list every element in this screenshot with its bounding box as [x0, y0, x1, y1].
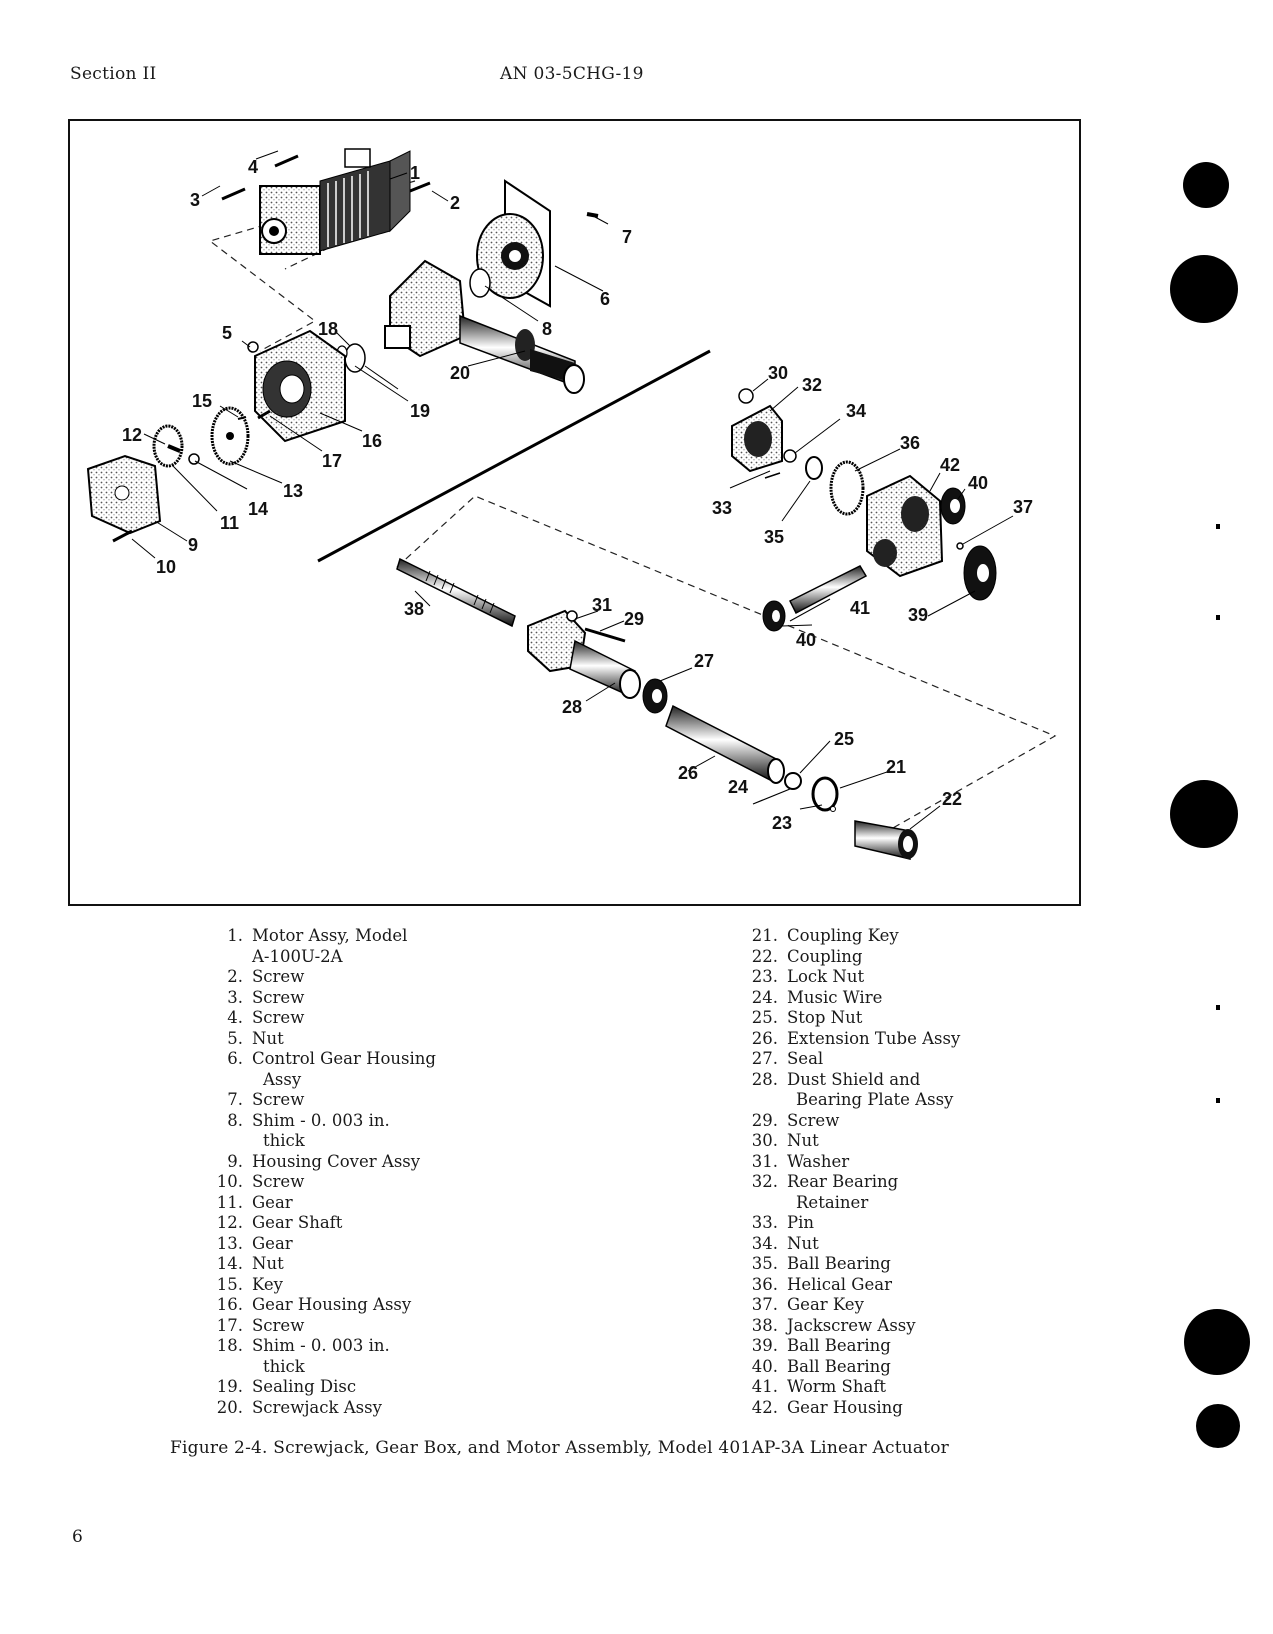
legend-item: 36. Helical Gear	[751, 1274, 892, 1294]
legend-item: 5. Nut	[227, 1028, 284, 1048]
punch-hole	[1184, 1309, 1250, 1375]
legend-item: 14. Nut	[216, 1254, 284, 1273]
legend-item: 28. Dust Shield and	[751, 1069, 921, 1089]
legend-item: 42. Gear Housing	[751, 1397, 903, 1417]
gear-housing	[867, 476, 942, 576]
legend-item: 7. Screw	[227, 1090, 305, 1109]
legend-item: 16. Gear Housing Assy	[216, 1295, 412, 1314]
callout-8: 8	[542, 319, 553, 339]
callout-40: 40	[968, 473, 989, 493]
punch-hole	[1170, 255, 1238, 323]
callout-12: 12	[122, 425, 143, 445]
callout-20: 20	[450, 363, 471, 383]
legend-item: 33. Pin	[751, 1213, 815, 1232]
callout-33: 33	[712, 498, 733, 518]
callout-36: 36	[900, 433, 921, 453]
legend-item: 2. Screw	[227, 967, 305, 986]
legend-item: 8. Shim - 0. 003 in.	[227, 1110, 390, 1130]
legend-item: 15. Key	[216, 1274, 283, 1294]
legend-item: 6. Control Gear Housing	[227, 1049, 436, 1068]
coupling	[855, 821, 918, 859]
legend-item-cont: thick	[263, 1131, 305, 1150]
legend-item: 29. Screw	[751, 1110, 840, 1130]
legend-item: 40. Ball Bearing	[751, 1356, 891, 1376]
callout-6: 6	[600, 289, 611, 309]
callout-19: 19	[410, 401, 431, 421]
callout-15: 15	[192, 391, 213, 411]
legend-item: 38. Jackscrew Assy	[751, 1315, 916, 1335]
gear-housing-assembly	[255, 331, 345, 441]
callout-24: 24	[728, 777, 749, 797]
legend-item: 32. Rear Bearing	[751, 1172, 899, 1191]
margin-mark	[1216, 1005, 1220, 1010]
callout-1: 1	[410, 163, 421, 183]
legend-item: 18. Shim - 0. 003 in.	[216, 1336, 390, 1355]
legend-item: 3. Screw	[227, 987, 305, 1007]
callout-25: 25	[834, 729, 855, 749]
legend-item: 17. Screw	[216, 1315, 305, 1335]
callout-10: 10	[156, 557, 177, 577]
legend-item: 31. Washer	[751, 1151, 850, 1171]
exploded-view-figure	[68, 119, 1081, 906]
margin-mark	[1216, 1098, 1220, 1103]
legend-item: 34. Nut	[751, 1233, 819, 1253]
callout-37: 37	[1013, 497, 1034, 517]
legend-item: 19. Sealing Disc	[216, 1377, 357, 1396]
callout-23: 23	[772, 813, 793, 833]
margin-mark	[1216, 615, 1220, 620]
legend-item-cont: Retainer	[796, 1192, 869, 1212]
legend-item: 25. Stop Nut	[751, 1008, 863, 1027]
legend-item: 22. Coupling	[751, 946, 863, 966]
callout-9: 9	[188, 535, 199, 555]
motor-assembly	[260, 149, 410, 254]
section-label: Section II	[70, 64, 157, 84]
figure-caption: Figure 2-4. Screwjack, Gear Box, and Motor Assembly, Model 401AP-3A Linear Actuator	[170, 1438, 950, 1458]
rear-bearing-retainer	[732, 406, 782, 471]
legend-item: 41. Worm Shaft	[751, 1377, 887, 1396]
callout-40b: 40	[796, 630, 817, 650]
callout-41: 41	[850, 598, 871, 618]
legend-item: 20. Screwjack Assy	[216, 1397, 382, 1417]
legend-item-cont: Bearing Plate Assy	[796, 1090, 954, 1109]
document-id: AN 03-5CHG-19	[500, 64, 644, 84]
legend-item: 35. Ball Bearing	[751, 1254, 891, 1273]
callout-27: 27	[694, 651, 715, 671]
callout-38: 38	[404, 599, 425, 619]
legend-item: 24. Music Wire	[751, 987, 883, 1007]
legend-item: 23. Lock Nut	[751, 967, 865, 986]
callout-42: 42	[940, 455, 961, 475]
legend-item-cont: A-100U-2A	[252, 946, 343, 966]
parts-legend-left	[205, 926, 436, 1418]
legend-item: 21. Coupling Key	[751, 926, 899, 945]
callout-13: 13	[283, 481, 304, 501]
legend-item: 37. Gear Key	[751, 1295, 864, 1314]
callout-21: 21	[886, 757, 907, 777]
callout-7: 7	[622, 227, 633, 247]
punch-hole	[1170, 780, 1238, 848]
callout-3: 3	[190, 190, 201, 210]
legend-item: 30. Nut	[751, 1131, 819, 1150]
legend-item: 4. Screw	[227, 1008, 305, 1027]
callout-11: 11	[220, 513, 240, 533]
legend-item: 39. Ball Bearing	[751, 1336, 891, 1355]
callout-28: 28	[562, 697, 583, 717]
callout-31: 31	[592, 595, 613, 615]
legend-item: 11. Gear	[216, 1192, 293, 1212]
punch-hole	[1196, 1404, 1240, 1448]
callout-5: 5	[222, 323, 233, 343]
callout-30: 30	[768, 363, 789, 383]
callout-32: 32	[802, 375, 823, 395]
callout-26: 26	[678, 763, 699, 783]
callout-22: 22	[942, 789, 963, 809]
exploded-view-drawing	[70, 121, 1083, 908]
callout-34: 34	[846, 401, 867, 421]
legend-item: 10. Screw	[216, 1172, 305, 1191]
legend-item-cont: Assy	[263, 1069, 302, 1089]
punch-hole	[1183, 162, 1229, 208]
callout-4: 4	[248, 157, 259, 177]
legend-item: 9. Housing Cover Assy	[227, 1151, 421, 1171]
callout-17: 17	[322, 451, 343, 471]
legend-item: 1. Motor Assy, Model	[227, 926, 408, 945]
parts-legend-right	[740, 926, 960, 1418]
legend-item: 13. Gear	[216, 1233, 293, 1253]
legend-item: 26. Extension Tube Assy	[751, 1028, 961, 1048]
margin-mark	[1216, 524, 1220, 529]
legend-item-cont: thick	[263, 1356, 305, 1376]
callout-35: 35	[764, 527, 785, 547]
callout-16: 16	[362, 431, 383, 451]
callout-14: 14	[248, 499, 269, 519]
legend-item: 27. Seal	[751, 1049, 824, 1068]
callout-2: 2	[450, 193, 461, 213]
housing-cover	[88, 456, 160, 533]
callout-29: 29	[624, 609, 645, 629]
page-number: 6	[72, 1527, 83, 1547]
callout-39: 39	[908, 605, 929, 625]
callout-18: 18	[318, 319, 339, 339]
legend-item: 12. Gear Shaft	[216, 1213, 343, 1232]
